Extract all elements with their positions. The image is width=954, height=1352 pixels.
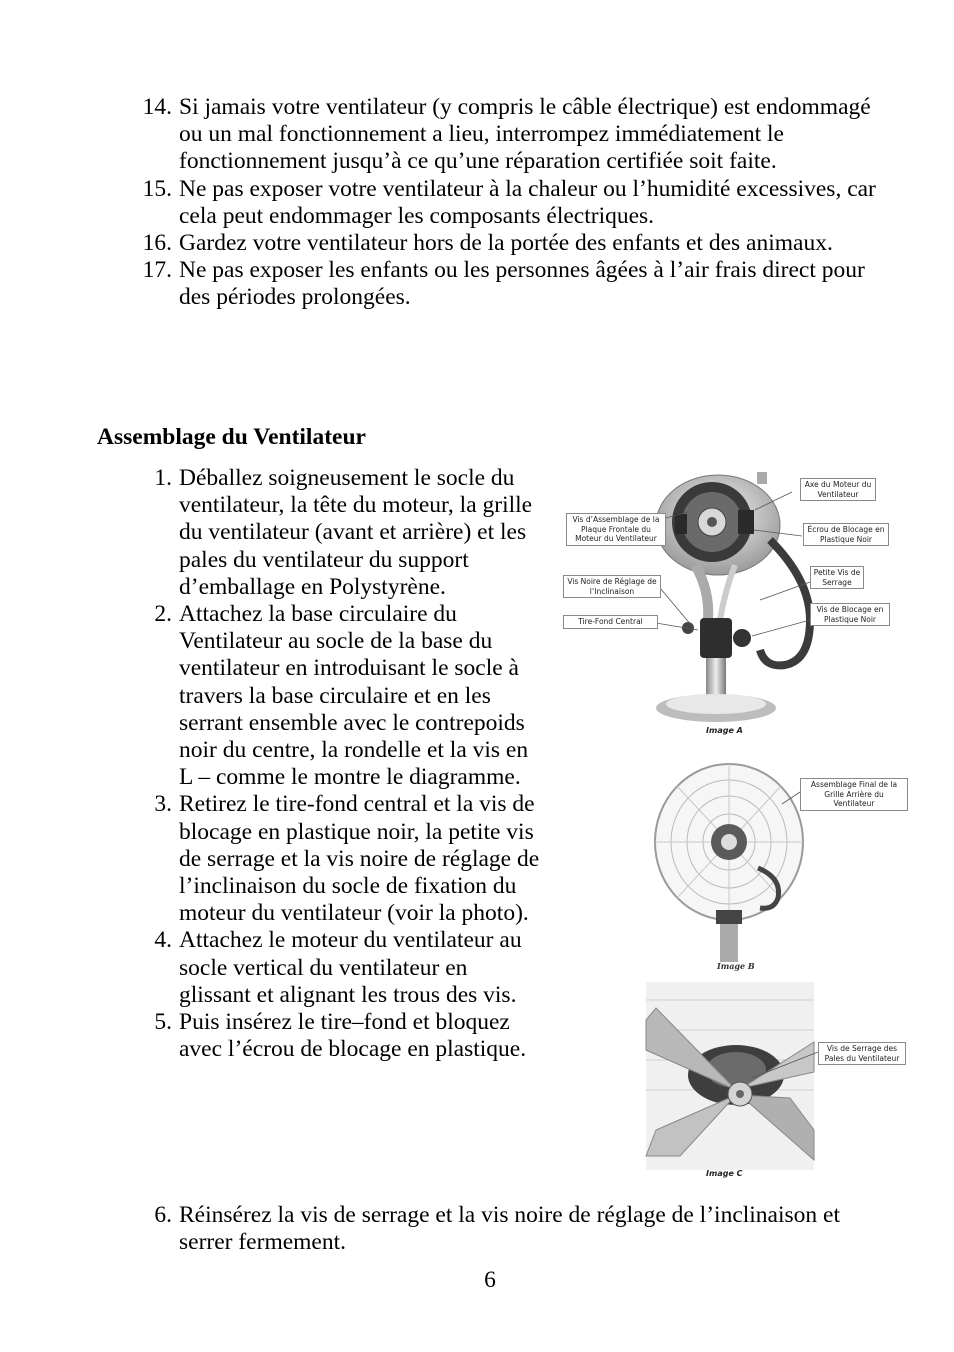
list-item: [142, 94, 899, 176]
item-text: Attachez le moteur du ventilateur au socle vertical du ventilateur en glissant et alignant les trous des vis.: [179, 927, 522, 1008]
callout-petite-vis: Petite Vis de Serrage: [810, 566, 864, 589]
item-text: Réinsérez la vis de serrage et la vis noire de réglage de l’inclinaison et serrer fermement.: [179, 1202, 840, 1256]
figure-caption: Image B: [717, 961, 755, 971]
item-text: Déballez soigneusement le socle du ventilateur, la tête du moteur, la grille du ventilateur (avant et arrière) et les pales du ventilateur du support d’emballage en Polystyrène.: [179, 465, 533, 600]
item-number: 14.: [142, 94, 172, 120]
list-item: [142, 257, 899, 311]
callout-grille-arriere: Assemblage Final de la Grille Arrière du Ventilateur: [800, 778, 908, 811]
leader-line: [660, 588, 692, 626]
item-number: 17.: [142, 257, 172, 284]
list-item: [142, 175, 899, 230]
item-text: Ne pas exposer les enfants ou les personnes âgées à l’air frais direct pour des périodes prolongées.: [179, 257, 865, 311]
safety-list: [142, 94, 899, 312]
item-number: 16.: [142, 230, 172, 257]
page-number: 6: [484, 1267, 496, 1293]
item-number: 2.: [154, 601, 172, 628]
list-item: [154, 791, 544, 927]
item-number: 4.: [154, 927, 172, 954]
item-text: Attachez la base circulaire du Ventilateur au socle de la base du ventilateur en introduisant le socle à travers la base circulaire et en les serrant ensemble avec le contrepoids noir du centre, la rondelle et la vis en L – comme le montre le diagramme.: [179, 601, 529, 791]
section-heading: Assemblage du Ventilateur: [97, 424, 366, 450]
item-text: Si jamais votre ventilateur (y compris le câble électrique) est endommagé ou un mal fonctionnement a lieu, interrompez immédiatement le fonctionnement jusqu’à ce qu’une réparation certifiée soit faite.: [179, 94, 871, 175]
assembly-list-final: [154, 1202, 879, 1256]
figure-image-c: [560, 980, 912, 1188]
item-number: 15.: [142, 175, 172, 202]
figure-image-a: [560, 470, 912, 742]
callout-vis-assemblage: Vis d’Assemblage de la Plaque Frontale du Moteur du Ventilateur: [566, 513, 666, 546]
figure-caption: Image A: [706, 726, 743, 735]
list-item: [154, 927, 544, 1009]
item-text: Retirez le tire-fond central et la vis de blocage en plastique noir, la petite vis de serrage et la vis noire de réglage de l’inclinaison du socle de fixation du moteur du ventilateur (voir la photo).: [179, 791, 540, 927]
item-number: 3.: [154, 791, 172, 818]
callout-tire-fond: Tire-Fond Central: [563, 615, 658, 629]
list-item: [154, 1009, 544, 1063]
callout-vis-blocage: Vis de Blocage en Plastique Noir: [810, 603, 890, 626]
item-number: 6.: [154, 1202, 172, 1228]
item-number: 1.: [154, 465, 172, 491]
assembly-list: [154, 465, 544, 1063]
item-text: Ne pas exposer votre ventilateur à la chaleur ou l’humidité excessives, car cela peut endommager les composants électriques.: [179, 175, 876, 229]
callout-vis-serrage-pales: Vis de Serrage des Pales du Ventilateur: [818, 1042, 906, 1065]
callout-axe-moteur: Axe du Moteur du Ventilateur: [800, 478, 876, 501]
list-item: [142, 230, 899, 257]
list-item: [154, 465, 544, 601]
callout-vis-noire-reglage: Vis Noire de Réglage de l’Inclinaison: [563, 575, 661, 598]
list-item: [154, 1202, 879, 1256]
leader-line: [752, 620, 810, 636]
figure-image-b: [560, 760, 912, 975]
item-text: Puis insérez le tire–fond et bloquez avec l’écrou de blocage en plastique.: [179, 1009, 527, 1063]
item-number: 5.: [154, 1009, 172, 1036]
item-text: Gardez votre ventilateur hors de la portée des enfants et des animaux.: [179, 230, 833, 257]
callout-ecrou-blocage: Écrou de Blocage en Plastique Noir: [803, 523, 889, 546]
list-item: [154, 601, 544, 791]
fan-blades-illustration: [560, 980, 912, 1188]
figure-caption: Image C: [706, 1169, 743, 1178]
